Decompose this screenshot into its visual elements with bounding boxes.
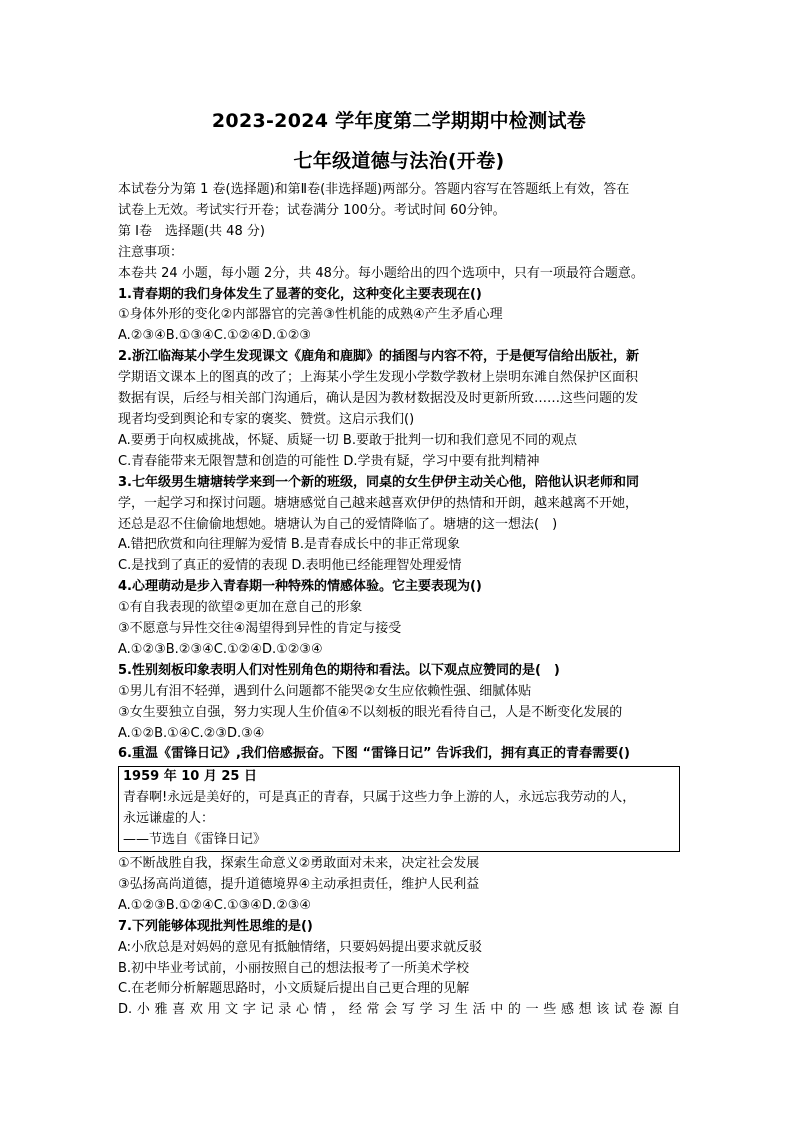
question-stem: 1.青春期的我们身体发生了显著的变化，这种变化主要表现在() (118, 286, 482, 302)
diary-excerpt-box (118, 766, 680, 852)
notice-heading: 注意事项： (118, 244, 184, 260)
question-stem-cont: 数据有误，后经与相关部门沟通后，确认是因为教材数据没及时更新所致……这些问题的发 (118, 391, 639, 407)
question-stem: 7.下列能够体现批判性思维的是() (118, 918, 313, 934)
question-stem: 3.七年级男生塘塘转学来到一个新的班级，同桌的女生伊伊主动关心他，陪他认识老师和同 (118, 474, 639, 490)
diary-source: ——节选自《雷锋日记》 (123, 832, 267, 848)
question-options: A.错把欣赏和向往理解为爱情 B.是青春成长中的非正常现象 (118, 537, 460, 553)
question-items: ①不断战胜自我，探索生命意义②勇敢面对未来，决定社会发展 (118, 856, 480, 871)
diary-date: 1959 年 10 月 25 日 (123, 769, 257, 785)
question-items: ③女生要独立自强，努力实现人生价值④不以刻板的眼光看待自己，人是不断变化发展的 (118, 704, 623, 720)
question-stem-cont: 学，一起学习和探讨问题。塘塘感觉自己越来越喜欢伊伊的热情和开朗，越来越离不开她， (118, 495, 639, 511)
question-stem-cont: 现者均受到舆论和专家的褒奖、赞赏。这启示我们() (118, 411, 415, 427)
question-4 (118, 577, 680, 661)
instruction-line: 本卷共 24 小题，每小题 2分，共 48分。每小题给出的四个选项中，只有一项最符合题意。 (118, 265, 644, 281)
question-stem: 6.重温《雷锋日记》,我们倍感振奋。下图 “雷锋日记” 告诉我们，拥有真正的青春需要() (118, 746, 630, 762)
exam-instructions (118, 180, 680, 285)
question-items: ①有自我表现的欲望②更加在意自己的形象 (118, 600, 363, 616)
question-options: A.②③④B.①③④C.①②④D.①②③ (118, 328, 312, 344)
exam-title: 2023-2024 学年度第二学期期中检测试卷 (211, 110, 587, 132)
question-options: C.在老师分析解题思路时，小文质疑后提出自己更合理的见解 (118, 981, 470, 997)
question-stem: 5.性别刻板印象表明人们对性别角色的期待和看法。以下观点应赞同的是( ) (118, 662, 560, 678)
question-options: A.①②③B.①②④C.①③④D.②③④ (118, 897, 312, 913)
question-3 (118, 473, 680, 578)
exam-subtitle: 七年级道德与法治(开卷) (293, 150, 505, 172)
question-stem: 2.浙江临海某小学生发现课文《鹿角和鹿脚》的插图与内容不符，于是便写信给出版社，新 (118, 349, 639, 365)
section-heading: 第 Ⅰ卷 选择题(共 48 分) (118, 223, 265, 239)
question-options: D.小雅喜欢用文字记录心情，经常会写学习生活中的一些感想该试卷源自 (118, 1002, 680, 1018)
question-options: A.要勇于向权威挑战，怀疑、质疑一切 B.要敢于批判一切和我们意见不同的观点 (118, 432, 577, 448)
question-stem: 4.心理萌动是步入青春期一种特殊的情感体验。它主要表现为() (118, 579, 482, 595)
question-stem-cont: 还总是忍不住偷偷地想她。塘塘认为自己的爱情降临了。塘塘的这一想法( ) (118, 516, 558, 532)
question-6 (118, 744, 680, 916)
question-items: ①身体外形的变化②内部器官的完善③性机能的成熟④产生矛盾心理 (118, 307, 503, 323)
exam-page (118, 98, 680, 1021)
question-items: ③弘扬高尚道德，提升道德境界④主动承担责任，维护人民利益 (118, 876, 480, 892)
instruction-line: 试卷上无效。考试实行开卷；试卷满分 100分。考试时间 60分钟。 (118, 202, 506, 218)
question-options: A.①②③B.②③④C.①②④D.①②③④ (118, 641, 323, 657)
diary-text: 永远谦虚的人： (123, 811, 215, 827)
question-stem-cont: 学期语文课本上的图真的改了；上海某小学生发现小学数学教材上崇明东滩自然保护区面积 (118, 370, 639, 386)
question-items: ①男儿有泪不轻弹，遇到什么问题都不能哭②女生应依赖性强、细腻体贴 (118, 683, 532, 699)
question-options: C.是找到了真正的爱情的表现 D.表明他已经能理智处理爱情 (118, 558, 462, 574)
question-2 (118, 347, 680, 472)
question-options: A:小欣总是对妈妈的意见有抵触情绪，只要妈妈提出要求就反驳 (118, 939, 483, 955)
instruction-line: 本试卷分为第 1 卷(选择题)和第Ⅱ卷(非选择题)两部分。答题内容写在答题纸上有效，答在 (118, 182, 630, 197)
question-options: C.青春能带来无限智慧和创造的可能性 D.学贵有疑，学习中要有批判精神 (118, 453, 540, 469)
question-options: B.初中毕业考试前，小丽按照自己的想法报考了一所美术学校 (118, 960, 470, 976)
question-7 (118, 917, 680, 1022)
question-5 (118, 661, 680, 745)
question-options: A.①②B.①④C.②③D.③④ (118, 725, 265, 741)
question-items: ③不愿意与异性交往④渴望得到异性的肯定与接受 (118, 621, 402, 637)
question-1 (118, 285, 680, 348)
diary-text: 青春啊!永远是美好的，可是真正的青春，只属于这些力争上游的人，永远忘我劳动的人， (123, 790, 636, 806)
